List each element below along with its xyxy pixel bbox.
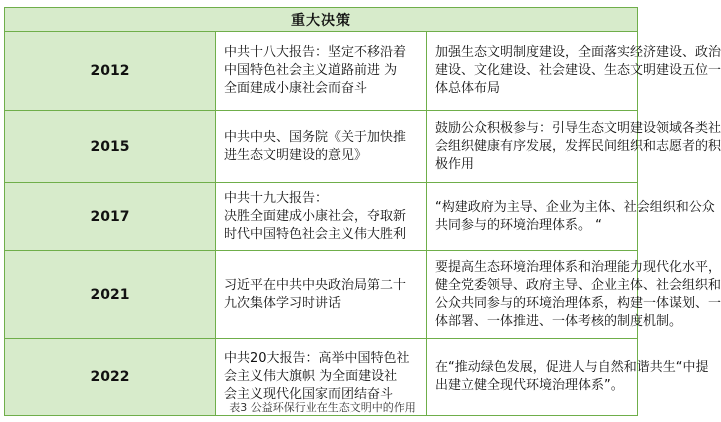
content-line: 公众共同参与的环境治理体系，构建一体谋划、一 bbox=[435, 295, 721, 311]
content-cell bbox=[427, 183, 715, 251]
decision-line: 中国特色社会主义道路前进 为 bbox=[224, 63, 398, 78]
decision-cell bbox=[216, 32, 427, 111]
decision-line: 会主义现代化国家而团结奋斗 bbox=[224, 387, 394, 402]
content-cell bbox=[427, 32, 721, 111]
content-line: 极作用 bbox=[435, 156, 475, 172]
table-row bbox=[5, 251, 638, 339]
decision-line: 中共中央、国务院《关于加快推 bbox=[224, 129, 407, 145]
decision-line: 决胜全面建成小康社会，夺取新 bbox=[224, 208, 407, 224]
decision-line: 九次集体学习时讲话 bbox=[224, 295, 342, 311]
content-line: 要提高生态环境治理体系和治理能力现代化水平， bbox=[435, 259, 721, 275]
decision-cell bbox=[216, 251, 427, 339]
content-line: 会组织健康有序发展，发挥民间组织和志愿者的积 bbox=[435, 138, 721, 154]
decision-line: 中共十九大报告： bbox=[224, 190, 329, 206]
table-header: 重大决策 bbox=[5, 8, 638, 32]
year-cell: 2012 bbox=[5, 32, 216, 111]
decision-line: 进生态文明建设的意见》 bbox=[224, 147, 368, 163]
year-cell: 2017 bbox=[5, 183, 216, 251]
content-line: 出建立健全现代环境治理体系”。 bbox=[435, 378, 624, 393]
policy-table bbox=[4, 7, 721, 416]
year-cell: 2021 bbox=[5, 251, 216, 339]
table-header-row bbox=[5, 8, 638, 32]
decision-line: 习近平在中共中央政治局第二十 bbox=[224, 277, 407, 293]
decision-line: 中共20大报告：高举中国特色社 bbox=[224, 351, 410, 366]
content-cell bbox=[427, 251, 721, 339]
content-line: 共同参与的环境治理体系。 “ bbox=[435, 217, 602, 233]
decision-line: 全面建成小康社会而奋斗 bbox=[224, 81, 368, 96]
table-row bbox=[5, 111, 638, 183]
year-cell: 2015 bbox=[5, 111, 216, 183]
year-cell: 2022 bbox=[5, 339, 216, 416]
content-line: 鼓励公众积极参与：引导生态文明建设领域各类社 bbox=[435, 120, 721, 136]
table-caption: 表3 公益环保行业在生态文明中的作用 bbox=[229, 401, 416, 414]
table-row bbox=[5, 32, 638, 111]
table-row bbox=[5, 183, 638, 251]
decision-line: 会主义伟大旗帜 为全面建设社 bbox=[224, 369, 398, 384]
decision-cell bbox=[216, 111, 427, 183]
content-line: 健全党委领导、政府主导、企业主体、社会组织和 bbox=[435, 277, 721, 293]
content-line: 加强生态文明制度建设，全面落实经济建设、政治 bbox=[435, 45, 721, 60]
decision-cell bbox=[216, 183, 427, 251]
content-line: 体部署、一体推进、一体考核的制度机制。 bbox=[435, 313, 683, 329]
content-line: 体总体布局 bbox=[435, 81, 501, 96]
content-line: 在“推动绿色发展，促进人与自然和谐共生“中提 bbox=[435, 360, 709, 375]
content-line: 建设、文化建设、社会建设、生态文明建设五位一 bbox=[435, 63, 721, 78]
content-line: “构建政府为主导、企业为主体、社会组织和公众 bbox=[435, 199, 715, 215]
decision-line: 中共十八大报告：坚定不移沿着 bbox=[224, 45, 407, 60]
decision-line: 时代中国特色社会主义伟大胜利 bbox=[224, 226, 407, 242]
content-cell bbox=[427, 111, 721, 183]
